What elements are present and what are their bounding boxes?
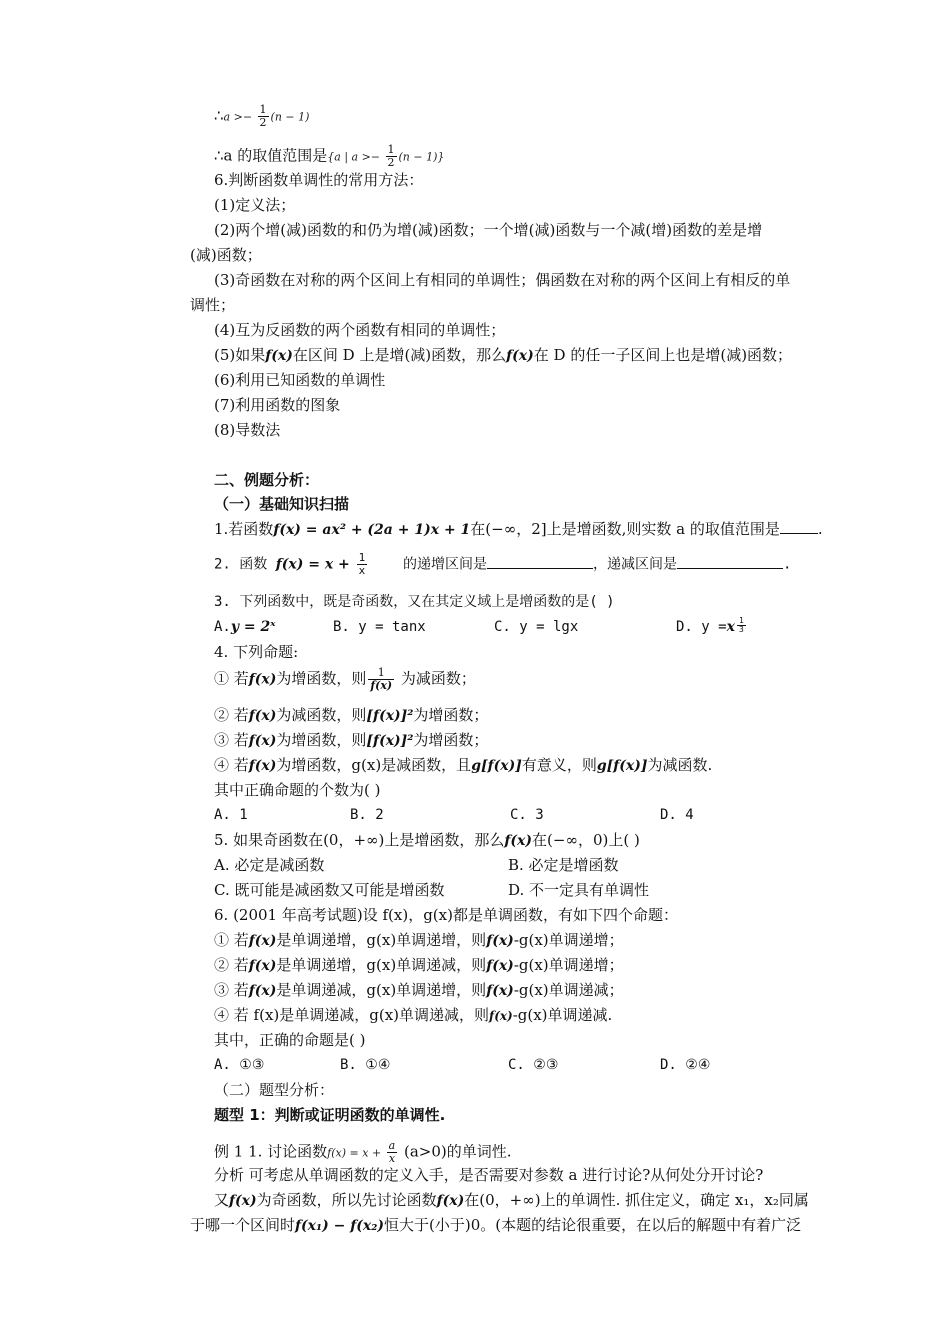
q4-option-c: C. 3 <box>510 807 544 823</box>
q3-option-c: C. y = lgx <box>494 619 579 635</box>
q3-exponent: $\frac{1}{3}$ <box>738 616 744 634</box>
q6-option-c: C. ②③ <box>508 1057 559 1073</box>
q4-option-d: D. 4 <box>660 807 694 823</box>
example-1-analysis: 分析 可考虑从单调函数的定义入手，是否需要对参数 a 进行讨论?从何处分开讨论? <box>214 1166 764 1184</box>
q5-option-d: D. 不一定具有单调性 <box>508 881 650 899</box>
q3-option-b: B. y = tanx <box>333 619 426 635</box>
subsection-2: （二）题型分析： <box>214 1081 335 1099</box>
method-2b: (减)函数； <box>190 246 262 264</box>
q3-option-d: D. y =x $\frac{1}{3}$ <box>676 616 744 635</box>
q6-option-a: A. ①③ <box>214 1057 265 1073</box>
q6-prop-2: ② 若f(x)是单调递增，g(x)单调递减，则f(x)-g(x)单调递增； <box>214 956 624 974</box>
method-7: (7)利用函数的图象 <box>214 396 341 414</box>
method-5: (5)如果f(x)在区间 D 上是增(减)函数，那么f(x)在 D 的任一子区间上也是增(减)函数； <box>214 346 793 364</box>
intro-line-2: ∴a 的取值范围是{a | a >− $\frac{1}{2}$ (n − 1)} <box>214 143 445 169</box>
answer-blank <box>677 554 783 569</box>
q4-count: 其中正确命题的个数为( ) <box>214 781 381 799</box>
intro-fraction-2: $\frac{1}{2}$ <box>387 143 395 169</box>
ex1-fraction: $\frac{a}{x}$ <box>388 1139 396 1165</box>
answer-blank <box>487 554 593 569</box>
q4-prop-3: ③ 若f(x)为增函数，则[f(x)]²为增函数； <box>214 731 489 749</box>
q6-prop-4: ④ 若 f(x)是单调递减，g(x)单调递减，则f(x)-g(x)单调递减. <box>214 1006 613 1024</box>
q4-prop-2: ② 若f(x)为减函数，则[f(x)]²为增函数； <box>214 706 489 724</box>
q2-fraction: $\frac{1}{x}$ <box>358 551 366 577</box>
question-4: 4. 下列命题: <box>214 643 299 661</box>
question-3: 3. 下列函数中，既是奇函数，又在其定义域上是增函数的是( ) <box>214 594 615 610</box>
q4-option-b: B. 2 <box>350 807 384 823</box>
q6-which: 其中，正确的命题是( ) <box>214 1031 366 1049</box>
q4-fraction: $\frac{1}{f(x)}$ <box>370 666 393 692</box>
answer-blank <box>780 519 818 534</box>
q3-option-a: A.y = 2ˣ <box>214 619 276 635</box>
method-4: (4)互为反函数的两个函数有相同的单调性； <box>214 321 506 339</box>
q4-prop-1: ① 若f(x)为增函数，则 $\frac{1}{f(x)}$ 为减函数； <box>214 666 476 692</box>
method-2a: (2)两个增(减)函数的和仍为增(减)函数；一个增(减)函数与一个减(增)函数的差是增 <box>214 221 763 239</box>
question-1: 1.若函数f(x) = ax² + (2a + 1)x + 1在(−∞，2]上是增函数,则实数 a 的取值范围是 . <box>214 520 823 538</box>
method-6: (6)利用已知函数的单调性 <box>214 371 386 389</box>
q4-option-a: A. 1 <box>214 807 248 823</box>
type-1-title: 题型 1：判断或证明函数的单调性. <box>214 1106 446 1124</box>
intro-fraction: $\frac{1}{2}$ <box>259 103 267 129</box>
question-6: 6. (2001 年高考试题)设 f(x)，g(x)都是单调函数，有如下四个命题： <box>214 906 678 924</box>
q6-prop-1: ① 若f(x)是单调递增，g(x)单调递增，则f(x)-g(x)单调递增； <box>214 931 624 949</box>
q6-prop-3: ③ 若f(x)是单调递减，g(x)单调递增，则f(x)-g(x)单调递减； <box>214 981 624 999</box>
q5-option-b: B. 必定是增函数 <box>508 856 619 874</box>
example-1: 例 1 1. 讨论函数f(x) = x + $\frac{a}{x}$ (a>0)的单词性. <box>214 1139 512 1165</box>
method-3b: 调性； <box>190 296 236 314</box>
q6-option-b: B. ①④ <box>340 1057 391 1073</box>
intro-line-1: ∴a >− $\frac{1}{2}$ (n − 1) <box>214 103 310 129</box>
method-1: (1)定义法； <box>214 196 296 214</box>
example-1-line-3: 又f(x)为奇函数，所以先讨论函数f(x)在(0，+∞)上的单调性. 抓住定义，确定 x₁，x₂同属 <box>214 1191 809 1209</box>
q6-option-d: D. ②④ <box>660 1057 711 1073</box>
q5-option-c: C. 既可能是减函数又可能是增函数 <box>214 881 445 899</box>
method-8: (8)导数法 <box>214 421 281 439</box>
q5-option-a: A. 必定是减函数 <box>214 856 325 874</box>
methods-title: 6.判断函数单调性的常用方法： <box>214 171 424 189</box>
question-2: 2. 函数 f(x) = x + $\frac{1}{x}$ 的递增区间是 ，递减区间是 . <box>214 551 792 577</box>
subsection-1: （一）基础知识扫描 <box>214 495 350 513</box>
question-5: 5. 如果奇函数在(0，+∞)上是增函数，那么f(x)在(−∞，0)上( ) <box>214 831 640 849</box>
q4-prop-4: ④ 若f(x)为增函数，g(x)是减函数，且g[f(x)]有意义，则g[f(x)]为减函数. <box>214 756 713 774</box>
method-3a: (3)奇函数在对称的两个区间上有相同的单调性；偶函数在对称的两个区间上有相反的单 <box>214 271 791 289</box>
section-title: 二、例题分析： <box>214 471 320 489</box>
example-1-line-4: 于哪一个区间时f(x₁) − f(x₂)恒大于(小于)0。(本题的结论很重要，在以后的解题中有着广泛 <box>190 1216 802 1234</box>
